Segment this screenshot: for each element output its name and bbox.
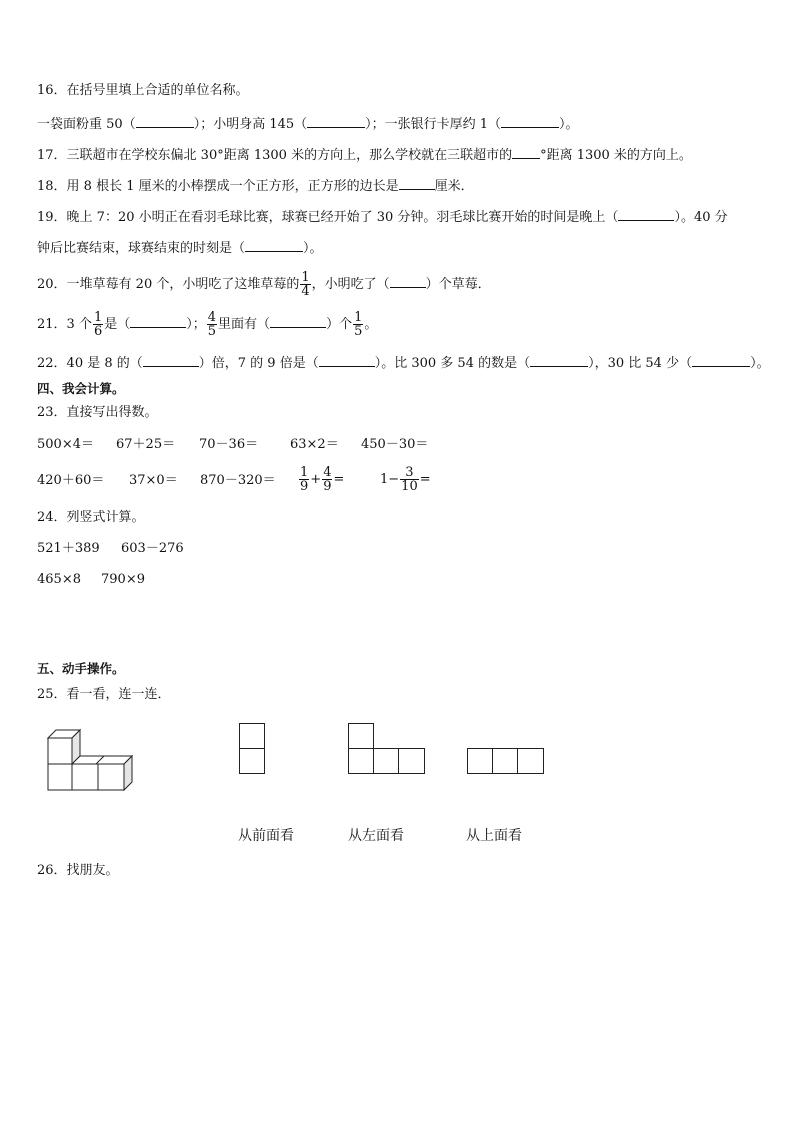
answer-blank[interactable] [530,354,588,367]
vertical-calc-item: 603－276 [121,541,184,556]
calc-item: 450－30＝ [361,437,429,452]
calc-item: 420＋60＝ [37,473,105,488]
calc-item: 37×0＝ [129,473,178,488]
q19-line2: 钟后比赛结束，球赛结束的时刻是（ ）。 [37,241,323,256]
q26-title: 26．找朋友。 [37,863,119,878]
answer-blank[interactable] [130,315,186,328]
view-two-stacked [239,723,266,774]
label-top-view: 从上面看 [466,828,522,844]
answer-blank[interactable] [270,315,326,328]
calc-item: 70－36＝ [199,437,259,452]
answer-blank[interactable] [245,239,303,252]
q18: 18．用 8 根长 1 厘米的小棒摆成一个正方形，正方形的边长是 厘米． [37,179,474,194]
vertical-calc-item: 521＋389 [37,541,100,556]
fraction: $\frac{1}{6}$ [93,310,103,339]
answer-blank[interactable] [307,115,365,128]
answer-blank[interactable] [399,177,435,190]
answer-blank[interactable] [618,208,674,221]
q24-title: 24．列竖式计算。 [37,510,145,525]
section-4-heading: 四、我会计算。 [37,381,125,396]
calc-item: 63×2＝ [290,437,339,452]
section-5-heading: 五、动手操作。 [37,661,125,676]
fraction: $\frac{1}{5}$ [354,310,363,339]
answer-blank[interactable] [501,115,559,128]
q23-title: 23．直接写出得数。 [37,405,158,420]
label-left-view: 从左面看 [348,828,404,844]
vertical-calc-item: 790×9 [101,572,145,587]
answer-blank[interactable] [319,354,375,367]
q19-line1: 19．晚上 7：20 小明正在看羽毛球比赛，球赛已经开始了 30 分钟。羽毛球比赛开始的时间是晚上（ ）。40 分 [37,210,728,225]
view-three-row [467,748,545,774]
label-front-view: 从前面看 [238,828,294,844]
q17: 17．三联超市在学校东偏北 30°距离 1300 米的方向上，那么学校就在三联超市的 °距离 1300 米的方向上。 [37,148,692,163]
answer-blank[interactable] [512,146,540,159]
fraction: $\frac{4}{5}$ [207,310,217,339]
answer-blank[interactable] [143,354,199,367]
calc-item: 67＋25＝ [116,437,176,452]
answer-blank[interactable] [692,354,750,367]
fraction: $\frac{1}{4}$ [301,270,310,299]
answer-blank[interactable] [136,115,194,128]
view-l-shape [348,723,426,774]
calc-item: 870－320＝ [200,473,276,488]
calc-fraction-diff: 1− $\frac{3}{10}$ = [380,465,431,494]
q20: 20．一堆草莓有 20 个，小明吃了这堆草莓的 $\frac{1}{4}$ ，小明吃了（ ）个草莓． [37,270,491,299]
q16-line: 一袋面粉重 50（ ）；小明身高 145（ ）；一张银行卡厚约 1（ ）。 [37,117,579,132]
calc-item: 500×4＝ [37,437,94,452]
calc-fraction-sum: $\frac{1}{9}$ + $\frac{4}{9}$ = [300,465,345,494]
q25-title: 25．看一看，连一连． [37,687,171,702]
q21: 21．3 个 $\frac{1}{6}$ 是（ ）； $\frac{4}{5}$ 里面有（ ）个 $\frac{1}{5}$ 。 [37,310,378,339]
cube-figure [48,728,138,796]
q22: 22．40 是 8 的（ ）倍，7 的 9 倍是（ ）。比 300 多 54 的数是（ ），30 比 54 少（ ）。 [37,356,770,371]
q16-title: 16．在括号里填上合适的单位名称。 [37,83,249,98]
answer-blank[interactable] [390,275,426,288]
vertical-calc-item: 465×8 [37,572,81,587]
